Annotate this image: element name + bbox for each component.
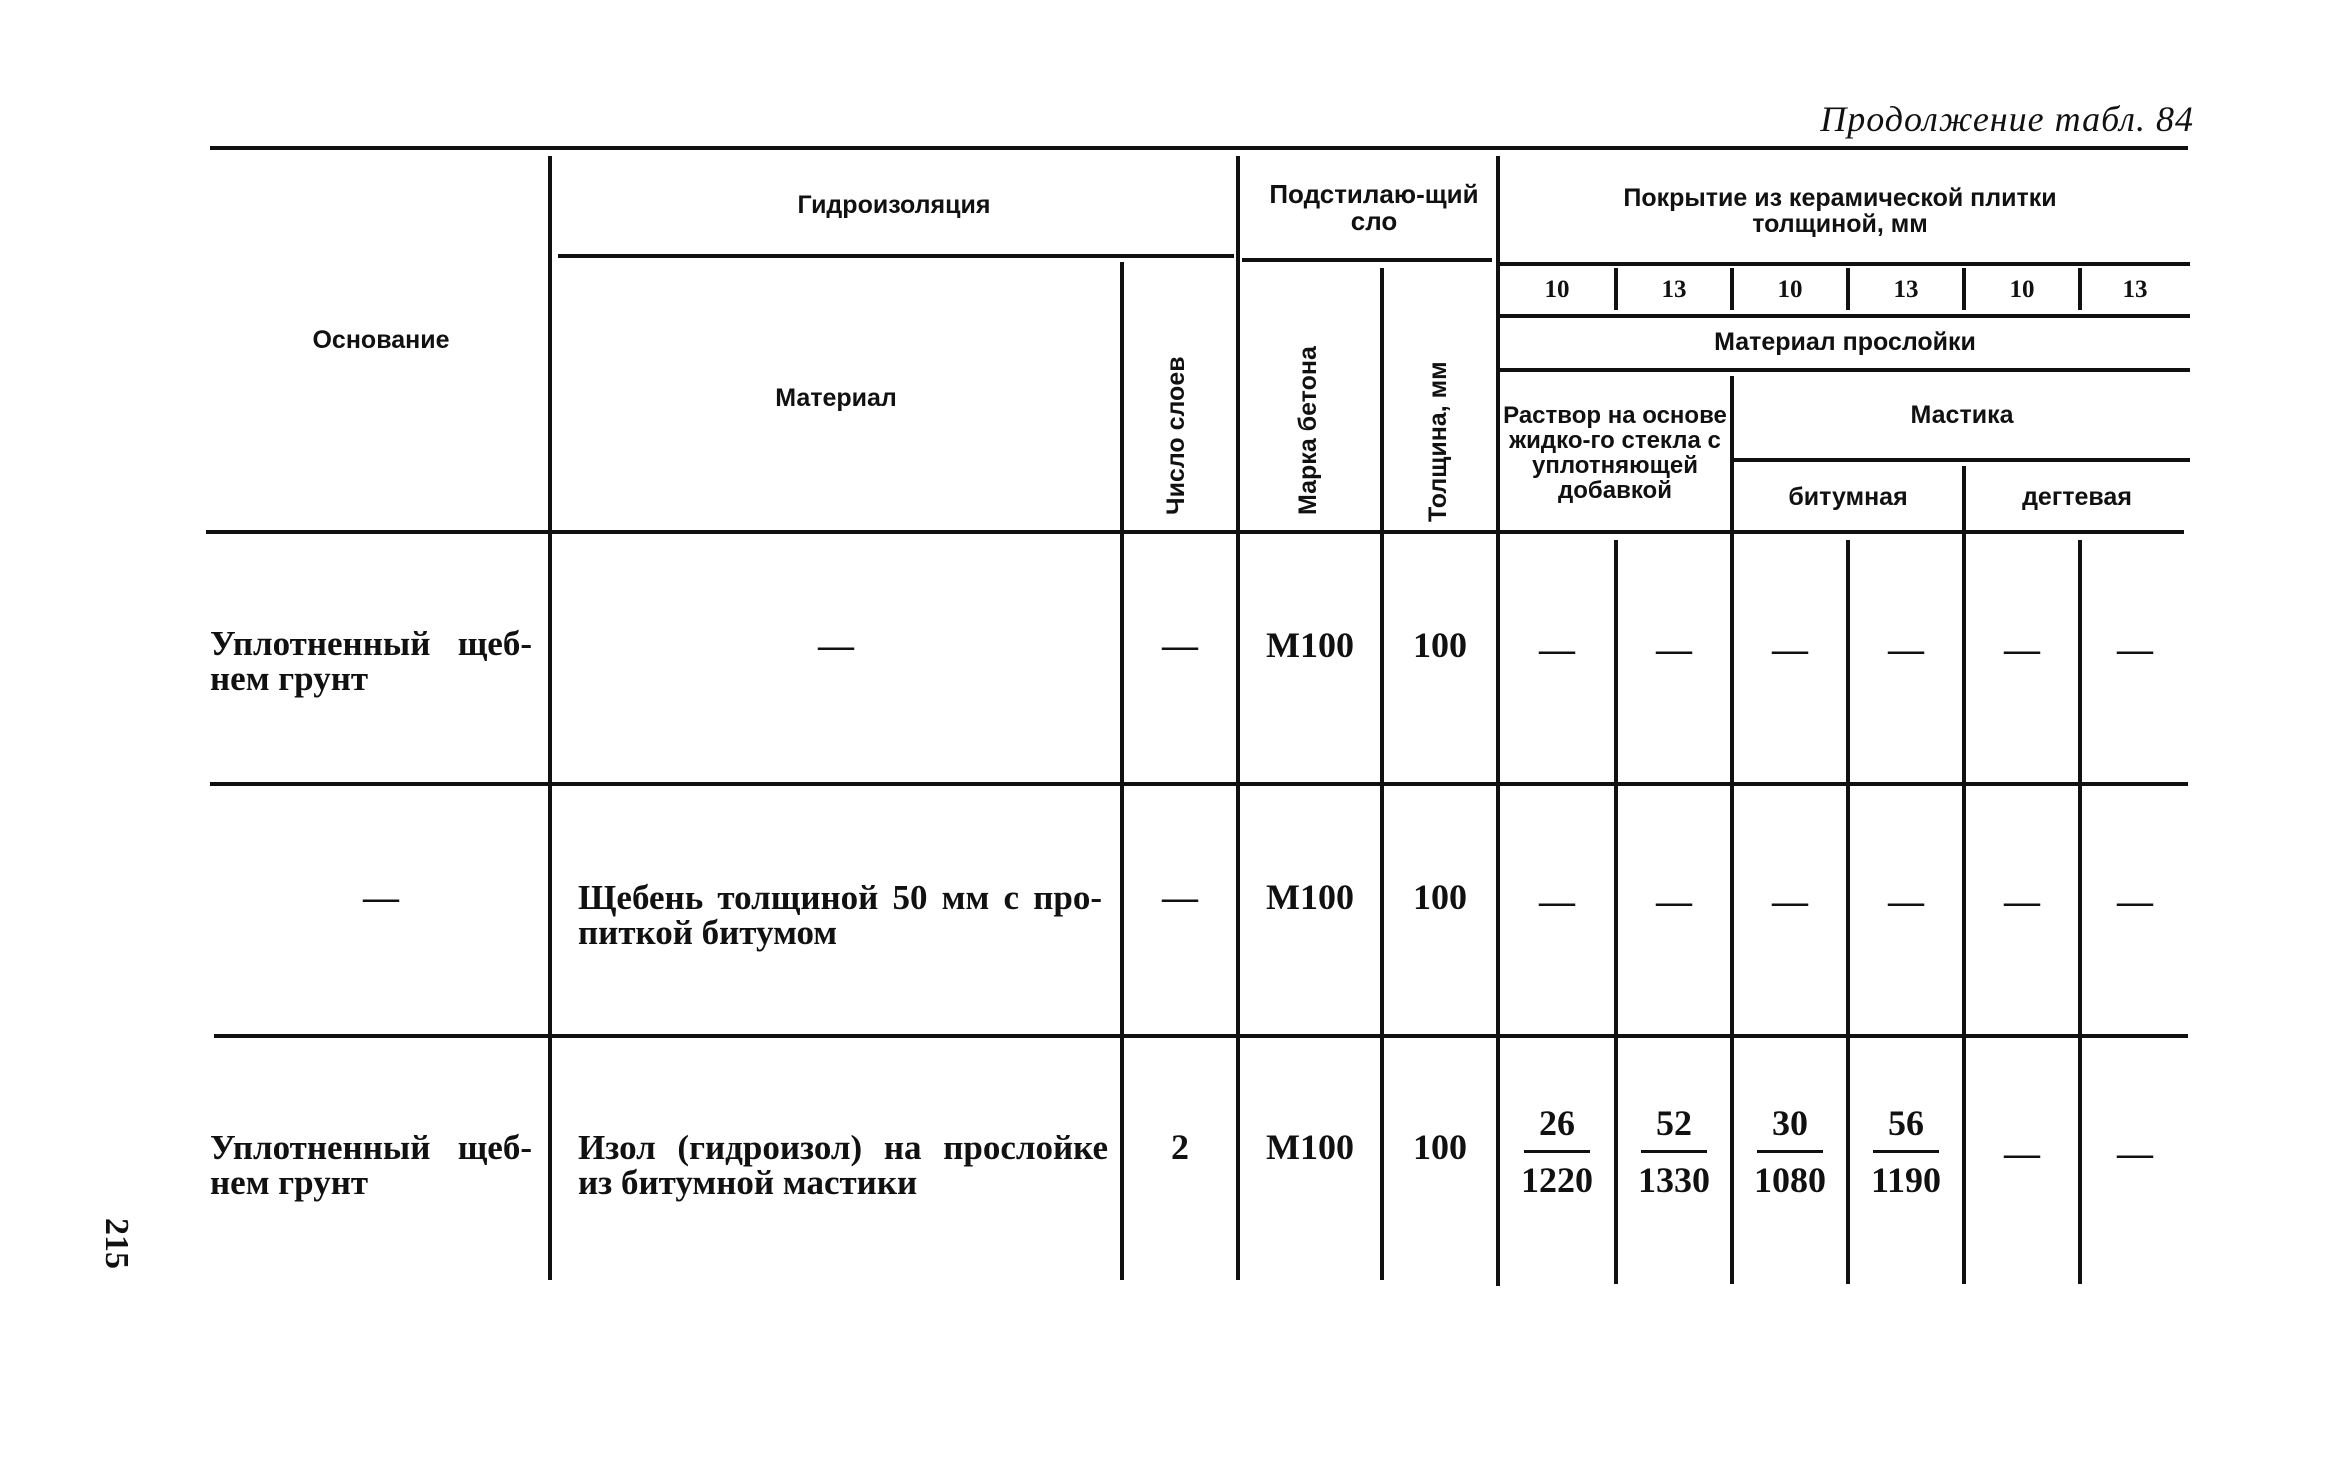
header-degtevaya: дегтевая <box>2022 482 2132 511</box>
header-rule-gidro <box>558 254 1234 258</box>
row2-value-6: — <box>2117 881 2153 921</box>
row3-chislo: 2 <box>1171 1127 1189 1167</box>
row3-fraction-3-denominator: 1080 <box>1754 1160 1826 1200</box>
header-material: Материал <box>775 383 897 412</box>
page-number: 215 <box>98 1218 135 1269</box>
col-rule-osnovanie <box>548 156 552 1280</box>
row1-tolshchina: 100 <box>1413 625 1467 665</box>
header-rule-podst <box>1242 258 1492 262</box>
row1-material: — <box>818 625 854 665</box>
row3-fraction-2-denominator: 1330 <box>1638 1160 1710 1200</box>
thickness-label-6: 13 <box>2122 275 2148 303</box>
row2-value-4: — <box>1888 881 1924 921</box>
row3-fraction-1 <box>1500 1102 1614 1201</box>
header-osnovanie: Основание <box>312 325 450 354</box>
row1-marka: М100 <box>1266 625 1354 665</box>
row2-marka: М100 <box>1266 877 1354 917</box>
row2-chislo: — <box>1162 877 1198 917</box>
row1-value-2: — <box>1656 629 1692 669</box>
row1-value-3: — <box>1772 629 1808 669</box>
row3-value-6: — <box>2117 1133 2153 1173</box>
row1-value-4: — <box>1888 629 1924 669</box>
row-rule-2 <box>214 1034 2188 1038</box>
header-bitumnaya: битумная <box>1788 482 1908 511</box>
row3-value-5: — <box>2004 1133 2040 1173</box>
thickness-label-2: 13 <box>1661 275 1687 303</box>
header-bottom-rule <box>206 530 2184 534</box>
row3-fraction-1-numerator: 26 <box>1539 1103 1575 1143</box>
row3-fraction-4-numerator: 56 <box>1888 1103 1924 1143</box>
row3-marka: М100 <box>1266 1127 1354 1167</box>
row2-osnovanie: — <box>363 877 399 917</box>
header-chislo-sloev: Число слоев <box>1162 356 1190 515</box>
row3-material: Изол (гидроизол) на прослойке из битумной мастики <box>578 1128 1108 1202</box>
table-top-rule <box>210 146 2188 150</box>
row1-value-5: — <box>2004 629 2040 669</box>
thickness-label-5: 10 <box>2009 275 2035 303</box>
header-tolshchina: Толщина, мм <box>1424 361 1452 522</box>
row2-tolshchina: 100 <box>1413 877 1467 917</box>
row2-value-1: — <box>1539 881 1575 921</box>
header-rule-material-prosloyki <box>1500 368 2190 372</box>
thickness-label-4: 13 <box>1893 275 1919 303</box>
row2-value-3: — <box>1772 881 1808 921</box>
row3-osnovanie: Уплотненный щеб-нем грунт <box>210 1128 532 1202</box>
row3-fraction-3-numerator: 30 <box>1772 1103 1808 1143</box>
table-continuation-note: Продолжение табл. 84 <box>1820 99 2194 139</box>
header-rule-pokrytie <box>1500 262 2190 266</box>
row2-value-5: — <box>2004 881 2040 921</box>
row2-value-2: — <box>1656 881 1692 921</box>
header-rule-mastika <box>1734 458 2190 462</box>
header-material-prosloyki: Материал прослойки <box>1714 327 1976 356</box>
row3-fraction-4-denominator: 1190 <box>1870 1160 1941 1200</box>
header-marka-betona: Марка бетона <box>1294 346 1322 515</box>
row3-fraction-4 <box>1850 1102 1962 1201</box>
row1-value-6: — <box>2117 629 2153 669</box>
thickness-label-3: 10 <box>1777 275 1803 303</box>
header-podstilayushchiy: Подстилаю-щий сло <box>1269 178 1479 236</box>
row2-material: Щебень толщиной 50 мм с про-питкой битумом <box>578 878 1102 952</box>
header-pokrytie: Покрытие из керамической плитки толщиной, мм <box>1623 183 2057 238</box>
row3-fraction-2-numerator: 52 <box>1656 1103 1692 1143</box>
header-mastika: Мастика <box>1910 400 2014 429</box>
thickness-label-1: 10 <box>1544 275 1570 303</box>
row1-osnovanie: Уплотненный щеб-нем грунт <box>210 624 532 698</box>
row-rule-1 <box>210 782 2188 786</box>
row1-value-1: — <box>1539 629 1575 669</box>
row3-tolshchina: 100 <box>1413 1127 1467 1167</box>
header-gidroizolyatsiya: Гидроизоляция <box>797 190 991 219</box>
row3-fraction-3 <box>1734 1102 1846 1201</box>
row1-chislo: — <box>1162 625 1198 665</box>
row3-fraction-2 <box>1618 1102 1730 1201</box>
header-rastvor: Раствор на основе жидко-го стекла с уплотняющей добавкой <box>1503 401 1727 505</box>
row3-fraction-1-denominator: 1220 <box>1521 1160 1593 1200</box>
